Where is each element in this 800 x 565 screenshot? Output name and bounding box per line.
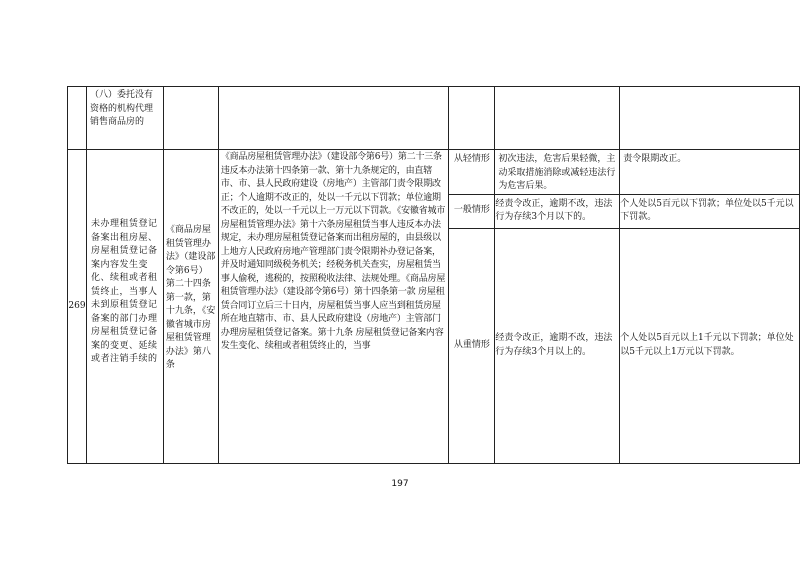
law-reference-cell: 《商品房屋租赁管理办法》（建设部令第6号）第二十四条第一款，第十九条，《安徽省城市房屋租赁管理办法》第八条 [163,150,218,464]
penalty-general: 个人处以5百元以下罚款；单位处以5千元以下罚款。 [620,194,800,228]
penalty-severe: 个人处以5百元以上1千元以下罚款；单位处以5千元以上1万元以下罚款。 [620,228,800,463]
legal-basis-cell: 《商品房屋租赁管理办法》（建设部令第6号）第二十三条违反本办法第十四条第一款、第十九条规定的，由直辖市、市、县人民政府建设（房地产）主管部门责令限期改正；个人逾期不改正的，处以一千元以下罚款；单位逾期不改正的，处以一千元以上一万元以下罚款。《安徽省城市房屋租赁管理办法》第十六条房屋租赁当事人违反本办法规定，未办理房屋租赁登记备案而出租房屋的，由县级以上地方人民政府房地产管理部门责令限期补办登记备案，并及时通知同级税务机关；经税务机关查实，房屋租赁当事人偷税，逃税的，按照税收法律、法规处理。《商品房屋租赁管理办法》（建设部令第6号）第十四条第一款 房屋租赁合同订立后三十日内，房屋租赁当事人应当到租赁房屋所在地直辖市、市、县人民政府建设（房地产）主管部门办理房屋租赁登记备案。第十九条 房屋租赁登记备案内容发生变化、续租或者租赁终止的，当事 [218,150,449,464]
circumstance-cell [449,87,495,150]
circumstance-light: 从轻情形 [449,150,495,195]
penalty-cell [620,87,800,150]
fact-general: 经责令改正，逾期不改，违法行为存续3个月以下的。 [495,194,620,228]
penalty-standards-table [67,86,800,464]
law-cell [163,87,218,150]
circumstance-general: 一般情形 [449,194,495,228]
row-number: 269 [68,150,87,464]
penalty-light: 责令限期改正。 [620,150,800,195]
legal-basis-cell [218,87,449,150]
table-row-269 [68,150,800,195]
fact-light: 初次违法，危害后果轻微，主动采取措施消除或减轻违法行为危害后果。 [495,150,620,195]
fact-cell [495,87,620,150]
fact-severe: 经责令改正，逾期不改，违法行为存续3个月以上的。 [495,228,620,463]
violation-item-cell: （八）委托没有资格的机构代理销售商品房的 [86,87,163,150]
violation-item-cell: 未办理租赁登记备案出租房屋、房屋租赁登记备案内容发生变化、续租或者租赁终止，当事人未到原租赁登记备案的部门办理房屋租赁登记备案的变更、延续或者注销手续的 [86,150,163,464]
number-cell [68,87,87,150]
page-number: 197 [391,479,409,489]
table-row-previous [68,87,800,150]
circumstance-severe: 从重情形 [449,228,495,463]
